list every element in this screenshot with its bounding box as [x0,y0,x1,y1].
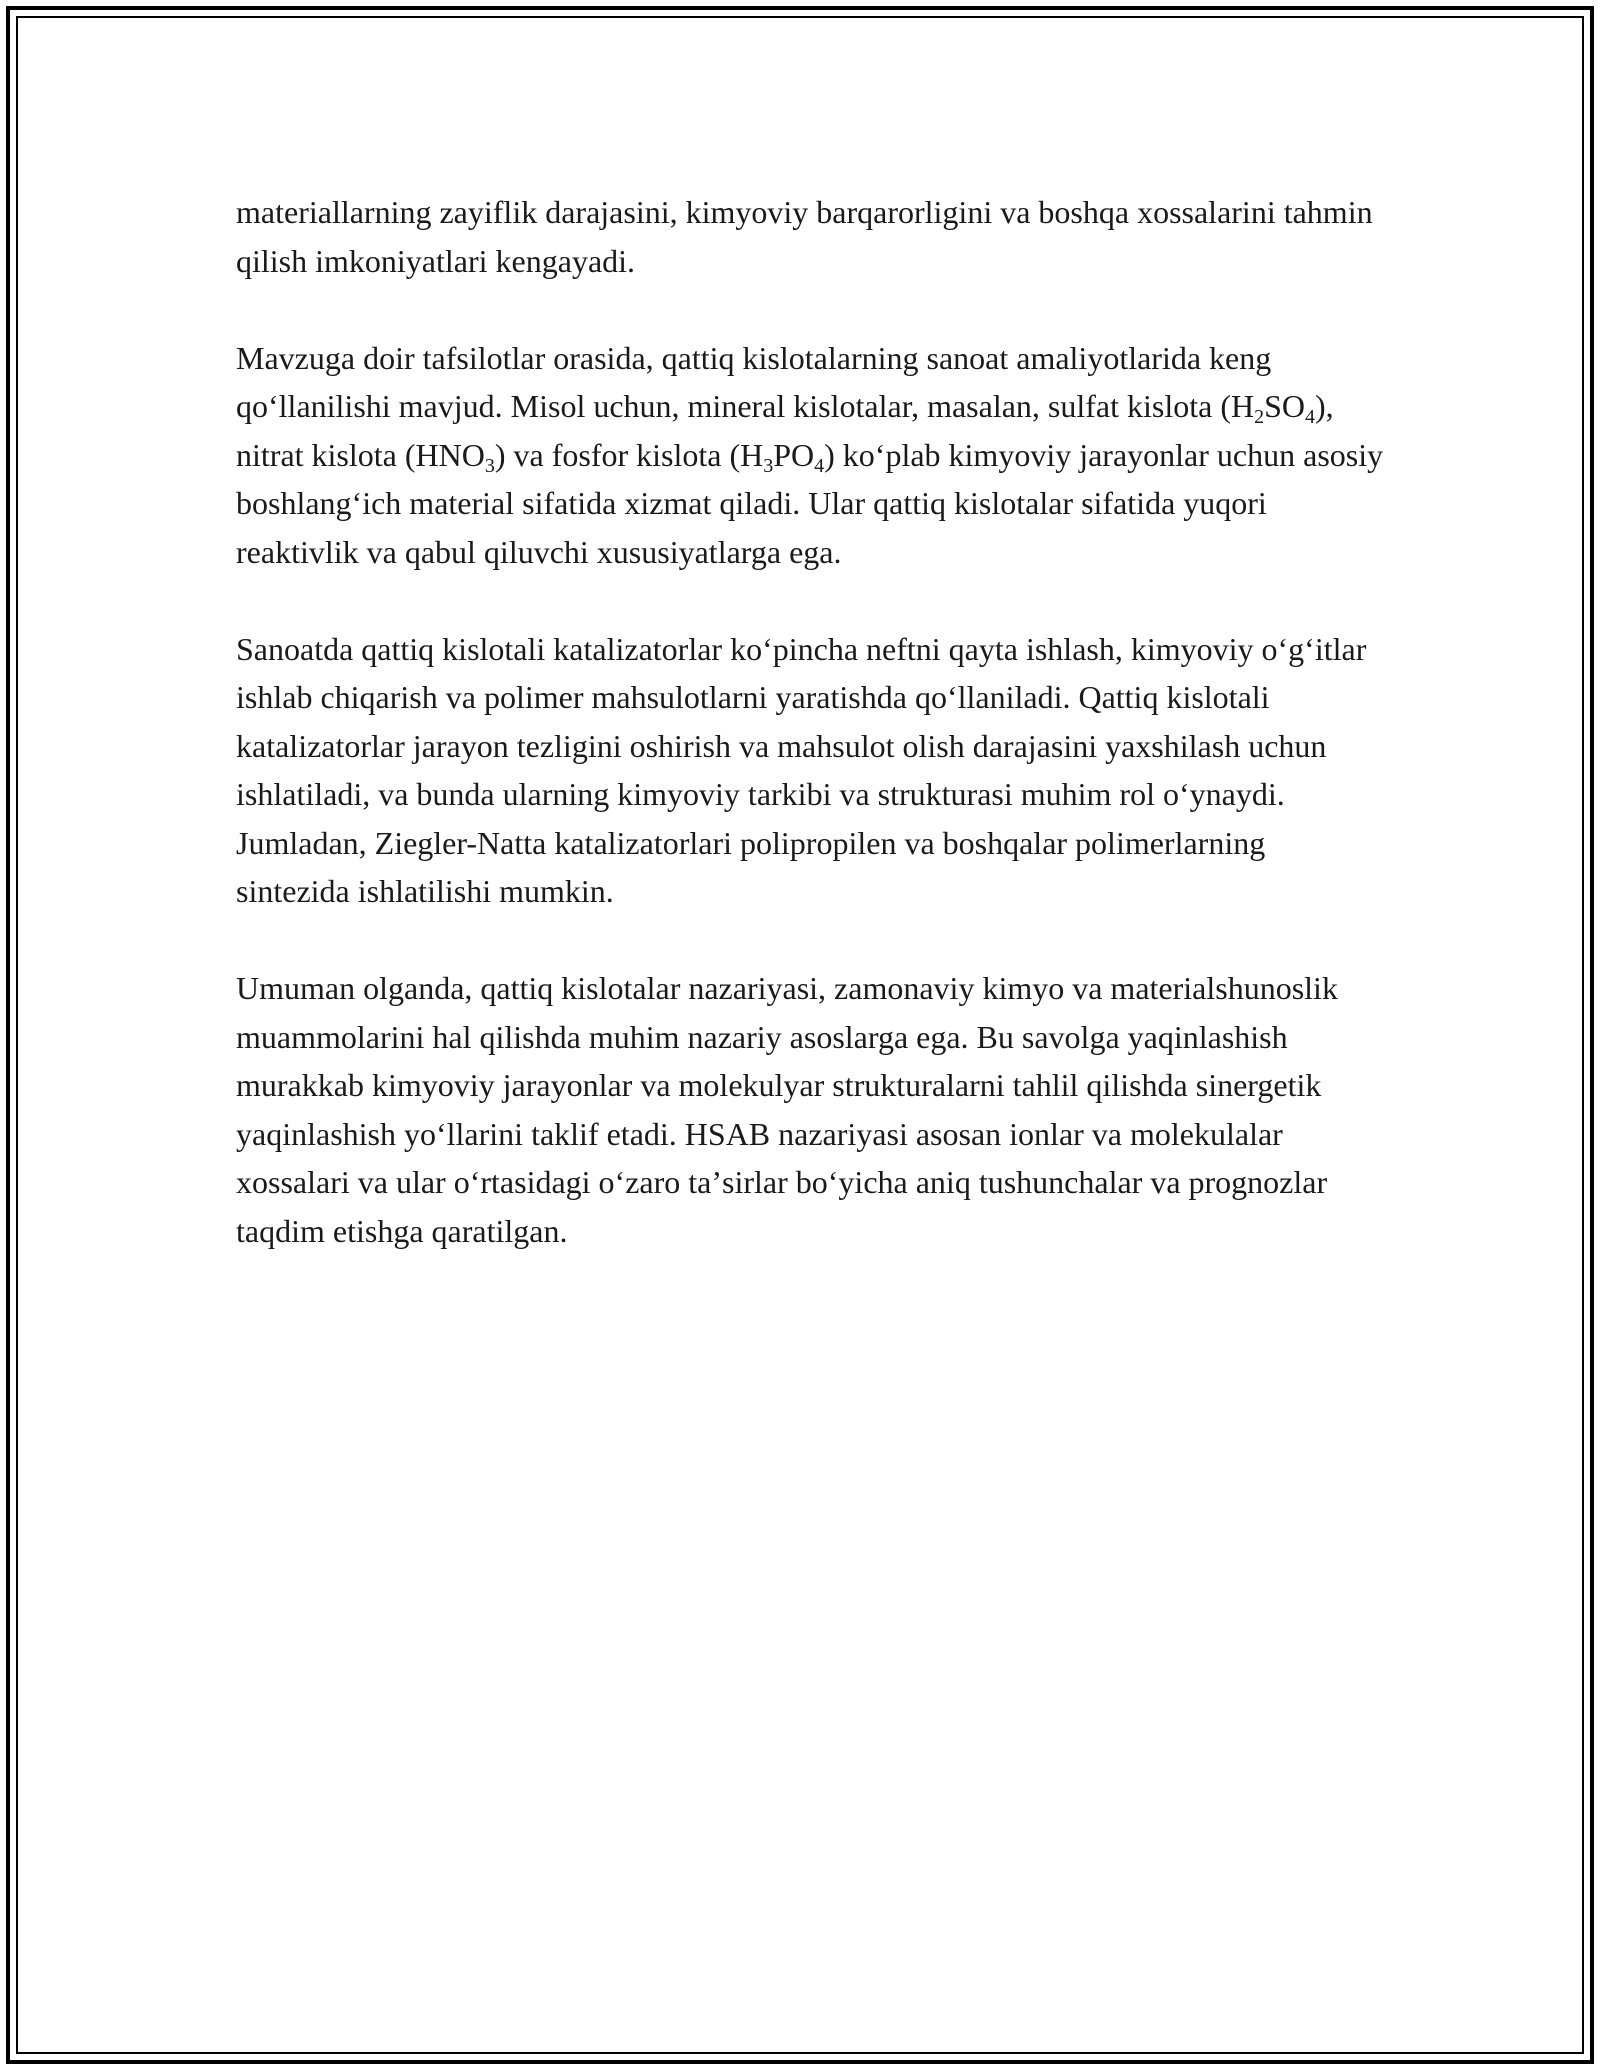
formula-sulfuric-acid [1230,388,1315,428]
paragraph-2-text-a: Mavzuga doir tafsilotlar orasida, qattiq kislotalarning sanoat amaliyotlarida keng qoʻllanilishi mavjud. Misol uchun, mineral kislotalar, masalan, sulfat kislota ( [236,339,1272,424]
formula-part: PO [773,436,815,473]
formula-part: SO [1264,388,1305,424]
paragraph-3: Sanoatda qattiq kislotali katalizatorlar koʻpincha neftni qayta ishlash, kimyoviy oʻgʻitlar ishlab chiqarish va polimer mahsulotlarni yaratishda qoʻllaniladi. Qattiq kislotali katalizatorlar jarayon tezligini oshirish va mahsulot olish darajasini yaxshilash uchun ishlatiladi, va bunda ularning kimyoviy tarkibi va strukturasi muhim rol oʻynaydi. Jumladan, Ziegler-Natta katalizatorlari polipropilen va boshqalar polimerlarning sintezida ishlatilishi mumkin. [236,630,1367,909]
formula-nitric-acid [415,436,495,477]
paragraph-4: Umuman olganda, qattiq kislotalar nazariyasi, zamonaviy kimyo va materialshunoslik muammolarini hal qilishda muhim nazariy asoslarga ega. Bu savolga yaqinlashish murakkab kimyoviy jarayonlar va molekulyar strukturalarni tahlil qilishda sinergetik yaqinlashish yoʻllarini taklif etadi. HSAB nazariyasi asosan ionlar va molekulalar xossalari va ular oʻrtasidagi oʻzaro taʼsirlar boʻyicha aniq tushunchalar va prognozlar taqdim etishga qaratilgan. [236,970,1338,1249]
paragraph-2-text-b: ), nitrat kislota ( [236,388,1334,473]
formula-part: HNO [415,436,485,473]
paragraph-1: materiallarning zayiflik darajasini, kimyoviy barqarorligini va boshqa xossalarini tahmin qilish imkoniyatlari kengayadi. [236,194,1373,279]
formula-subscript: 3 [763,454,774,477]
document-body [236,188,1386,1304]
paragraph-2 [236,334,1386,577]
formula-part: H [1230,388,1255,424]
formula-subscript: 4 [1305,406,1315,428]
formula-subscript: 4 [814,454,825,477]
formula-phosphoric-acid [740,436,825,477]
formula-subscript: 3 [484,454,495,477]
paragraph-2-text-d: ) koʻplab kimyoviy jarayonlar uchun asosiy boshlangʻich material sifatida xizmat qiladi. Ular qattiq kislotalar sifatida yuqori reaktivlik va qabul qiluvchi xususiyatlarga ega. [236,436,1384,570]
formula-subscript: 2 [1254,406,1265,428]
formula-part: H [740,436,764,473]
paragraph-2-text-c: ) va fosfor kislota ( [494,436,741,473]
